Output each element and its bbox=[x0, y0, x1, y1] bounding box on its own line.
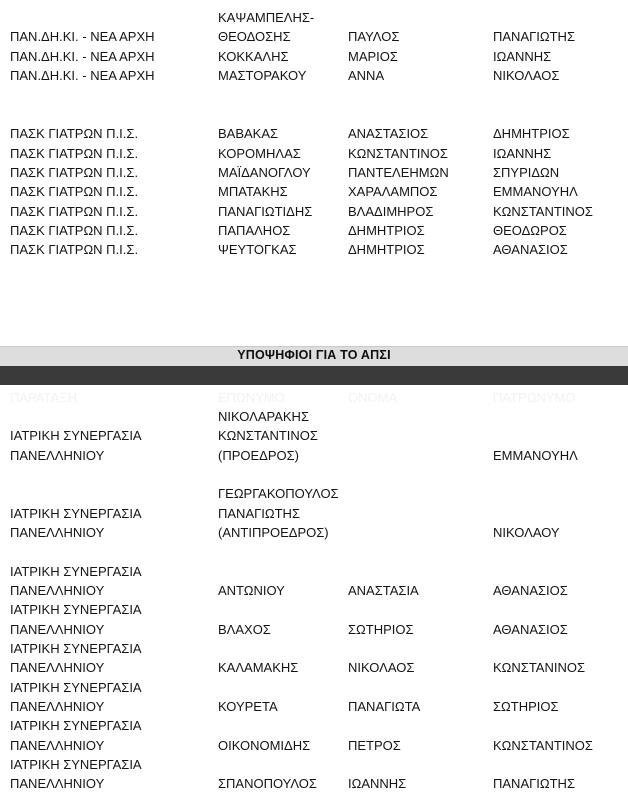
cell-patronymic: ΣΩΤΗΡΙΟΣ bbox=[493, 698, 559, 714]
table-row bbox=[10, 124, 628, 143]
cell-party: ΠΑΝ.ΔΗ.ΚΙ. - ΝΕΑ ΑΡΧΗ bbox=[10, 48, 155, 64]
cell-patronymic: ΚΩΝΣΤΑΝΙΝΟΣ bbox=[493, 660, 585, 676]
cell-patronymic: ΙΩΑΝΝΗΣ bbox=[493, 48, 552, 64]
cell-party: ΙΑΤΡΙΚΗ ΣΥΝΕΡΓΑΣΙΑ ΠΑΝΕΛΛΗΝΙΟΥ bbox=[10, 505, 141, 540]
cell-given: ΔΗΜΗΤΡΙΟΣ bbox=[348, 242, 425, 258]
cell-surname: ΝΙΚΟΛΑΡΑΚΗΣ ΚΩΝΣΤΑΝΤΙΝΟΣ (ΠΡΟΕΔΡΟΣ) bbox=[218, 408, 318, 463]
cell-given: ΜΑΡΙΟΣ bbox=[348, 48, 398, 64]
cell-surname: ΚΟΚΚΑΛΗΣ bbox=[218, 48, 289, 64]
table-row bbox=[10, 755, 628, 794]
cell-party: ΙΑΤΡΙΚΗ ΣΥΝΕΡΓΑΣΙΑ ΠΑΝΕΛΛΗΝΙΟΥ bbox=[10, 602, 141, 637]
upper-tables bbox=[0, 0, 628, 260]
cell-party: ΠΑΣΚ ΓΙΑΤΡΩΝ Π.Ι.Σ. bbox=[10, 242, 139, 258]
cell-given: ΑΝΑΣΤΑΣΙΟΣ bbox=[348, 126, 429, 142]
cell-patronymic: ΔΗΜΗΤΡΙΟΣ bbox=[493, 126, 570, 142]
cell-party: ΠΑΣΚ ΓΙΑΤΡΩΝ Π.Ι.Σ. bbox=[10, 126, 139, 142]
cell-patronymic: ΑΘΑΝΑΣΙΟΣ bbox=[493, 582, 568, 598]
cell-party: ΙΑΤΡΙΚΗ ΣΥΝΕΡΓΑΣΙΑ ΠΑΝΕΛΛΗΝΙΟΥ bbox=[10, 640, 141, 676]
section-title: ΥΠΟΨΗΦΙΟΙ ΓΙΑ ΤΟ ΑΠΣΙ bbox=[237, 348, 391, 363]
cell-given: ΠΕΤΡΟΣ bbox=[348, 737, 401, 753]
cell-surname: ΣΠΑΝΟΠΟΥΛΟΣ bbox=[218, 776, 317, 792]
cell-surname: ΚΑΨΑΜΠΕΛΗΣ-ΘΕΟΔΟΣΗΣ bbox=[218, 10, 315, 45]
cell-surname: ΜΑΣΤΟΡΑΚΟΥ bbox=[218, 67, 307, 83]
section-banner bbox=[0, 346, 628, 385]
cell-patronymic: ΘΕΟΔΩΡΟΣ bbox=[493, 222, 567, 238]
table-section-pandiki bbox=[10, 8, 628, 85]
lower-table bbox=[0, 388, 628, 794]
cell-party: ΙΑΤΡΙΚΗ ΣΥΝΕΡΓΑΣΙΑ ΠΑΝΕΛΛΗΝΙΟΥ bbox=[10, 428, 141, 463]
cell-given: ΒΛΑΔΙΜΗΡΟΣ bbox=[348, 203, 434, 219]
cell-patronymic: ΠΑΝΑΓΙΩΤΗΣ bbox=[493, 776, 575, 792]
cell-party: ΠΑΝ.ΔΗ.ΚΙ. - ΝΕΑ ΑΡΧΗ bbox=[10, 29, 155, 45]
section-spacer bbox=[10, 85, 628, 124]
cell-party: ΙΑΤΡΙΚΗ ΣΥΝΕΡΓΑΣΙΑ ΠΑΝΕΛΛΗΝΙΟΥ bbox=[10, 563, 141, 598]
ghost-header-party: ΠΑΡΑΤΑΞΗ bbox=[10, 389, 77, 405]
table-row bbox=[10, 144, 628, 163]
cell-given: ΚΩΝΣΤΑΝΤΙΝΟΣ bbox=[348, 145, 448, 161]
cell-patronymic: ΕΜΜΑΝΟΥΗΛ bbox=[493, 184, 578, 200]
cell-given: ΣΩΤΗΡΙΟΣ bbox=[348, 621, 414, 637]
cell-given: ΠΑΝΑΓΙΩΤΑ bbox=[348, 698, 421, 714]
cell-given: ΠΑΝΤΕΛΕΗΜΩΝ bbox=[348, 164, 449, 180]
cell-patronymic: ΣΠΥΡΙΔΩΝ bbox=[493, 164, 560, 180]
cell-party: ΠΑΣΚ ΓΙΑΤΡΩΝ Π.Ι.Σ. bbox=[10, 203, 139, 219]
cell-surname: ΠΑΝΑΓΙΩΤΙΔΗΣ bbox=[218, 203, 313, 219]
table-row bbox=[10, 221, 628, 240]
table-row bbox=[10, 600, 628, 639]
banner-title-bar bbox=[0, 346, 628, 366]
table-row bbox=[10, 163, 628, 182]
row-spacer bbox=[10, 465, 628, 484]
cell-given: ΝΙΚΟΛΑΟΣ bbox=[348, 660, 415, 676]
table-row bbox=[10, 678, 628, 717]
cell-party: ΠΑΣΚ ΓΙΑΤΡΩΝ Π.Ι.Σ. bbox=[10, 222, 139, 238]
table-row bbox=[10, 8, 628, 47]
cell-surname: ΚΟΥΡΕΤΑ bbox=[218, 698, 278, 714]
cell-party: ΠΑΣΚ ΓΙΑΤΡΩΝ Π.Ι.Σ. bbox=[10, 145, 139, 161]
table-row bbox=[10, 562, 628, 601]
row-spacer bbox=[10, 542, 628, 561]
cell-surname: ΑΝΤΩΝΙΟΥ bbox=[218, 582, 285, 598]
table-row bbox=[10, 240, 628, 259]
cell-party: ΠΑΣΚ ΓΙΑΤΡΩΝ Π.Ι.Σ. bbox=[10, 184, 139, 200]
cell-party: ΠΑΝ.ΔΗ.ΚΙ. - ΝΕΑ ΑΡΧΗ bbox=[10, 67, 155, 83]
ghost-header-given: ΟΝΟΜΑ bbox=[348, 389, 398, 405]
ghost-header-patronymic: ΠΑΤΡΩΝΥΜΟ bbox=[493, 389, 576, 405]
ghost-header-row bbox=[10, 388, 628, 407]
cell-patronymic: ΚΩΝΣΤΑΝΤΙΝΟΣ bbox=[493, 737, 593, 753]
table-row bbox=[10, 407, 628, 465]
cell-patronymic: ΕΜΜΑΝΟΥΗΛ bbox=[493, 447, 578, 463]
cell-given: ΑΝΑΣΤΑΣΙΑ bbox=[348, 582, 419, 598]
cell-patronymic: ΠΑΝΑΓΙΩΤΗΣ bbox=[493, 29, 575, 45]
cell-given: ΑΝΝΑ bbox=[348, 67, 385, 83]
ghost-header-surname: ΕΠΩΝΥΜΟ bbox=[218, 389, 285, 405]
cell-given: ΔΗΜΗΤΡΙΟΣ bbox=[348, 222, 425, 238]
cell-surname: ΜΑΪΔΑΝΟΓΛΟΥ bbox=[218, 164, 311, 180]
cell-surname: ΒΑΒΑΚΑΣ bbox=[218, 126, 279, 142]
cell-surname: ΚΟΡΟΜΗΛΑΣ bbox=[218, 145, 301, 161]
table-row bbox=[10, 484, 628, 542]
cell-surname: ΓΕΩΡΓΑΚΟΠΟΥΛΟΣ ΠΑΝΑΓΙΩΤΗΣ (ΑΝΤΙΠΡΟΕΔΡΟΣ) bbox=[218, 486, 339, 540]
table-row bbox=[10, 182, 628, 201]
table-row bbox=[10, 47, 628, 66]
cell-patronymic: ΑΘΑΝΑΣΙΟΣ bbox=[493, 242, 568, 258]
table-row bbox=[10, 66, 628, 85]
cell-given: ΙΩΑΝΝΗΣ bbox=[348, 776, 407, 792]
cell-patronymic: ΝΙΚΟΛΑΟΥ bbox=[493, 524, 560, 540]
table-row bbox=[10, 202, 628, 221]
cell-patronymic: ΙΩΑΝΝΗΣ bbox=[493, 145, 552, 161]
cell-party: ΙΑΤΡΙΚΗ ΣΥΝΕΡΓΑΣΙΑ ΠΑΝΕΛΛΗΝΙΟΥ bbox=[10, 679, 141, 714]
cell-surname: ΠΑΠΑΛΗΟΣ bbox=[218, 222, 291, 238]
table-row bbox=[10, 716, 628, 755]
cell-party: ΠΑΣΚ ΓΙΑΤΡΩΝ Π.Ι.Σ. bbox=[10, 164, 139, 180]
cell-surname: ΒΛΑΧΟΣ bbox=[218, 621, 271, 637]
table-row bbox=[10, 639, 628, 678]
table-section-pask bbox=[10, 124, 628, 259]
table-section-iatriki bbox=[10, 407, 628, 794]
cell-given: ΠΑΥΛΟΣ bbox=[348, 29, 400, 45]
cell-patronymic: ΑΘΑΝΑΣΙΟΣ bbox=[493, 621, 568, 637]
cell-patronymic: ΝΙΚΟΛΑΟΣ bbox=[493, 67, 560, 83]
cell-surname: ΜΠΑΤΑΚΗΣ bbox=[218, 184, 288, 200]
cell-surname: ΨΕΥΤΟΓΚΑΣ bbox=[218, 242, 297, 258]
cell-patronymic: ΚΩΝΣΤΑΝΤΙΝΟΣ bbox=[493, 203, 593, 219]
cell-party: ΙΑΤΡΙΚΗ ΣΥΝΕΡΓΑΣΙΑ ΠΑΝΕΛΛΗΝΙΟΥ bbox=[10, 718, 141, 753]
cell-party: ΙΑΤΡΙΚΗ ΣΥΝΕΡΓΑΣΙΑ ΠΑΝΕΛΛΗΝΙΟΥ bbox=[10, 756, 141, 792]
cell-given: ΧΑΡΑΛΑΜΠΟΣ bbox=[348, 184, 438, 200]
cell-surname: ΚΑΛΑΜΑΚΗΣ bbox=[218, 660, 299, 676]
banner-dark-bar bbox=[0, 366, 628, 385]
cell-surname: ΟΙΚΟΝΟΜΙΔΗΣ bbox=[218, 737, 311, 753]
